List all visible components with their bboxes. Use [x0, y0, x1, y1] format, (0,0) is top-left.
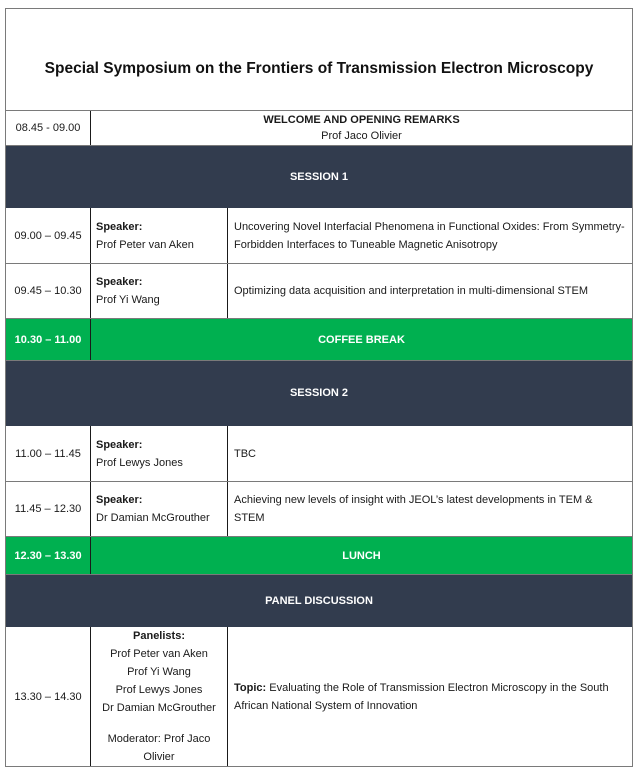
moderator: Moderator: Prof Jaco — [107, 733, 211, 745]
speaker-label: Speaker: — [96, 276, 143, 288]
time-cell: 11.00 – 11.45 — [6, 426, 91, 481]
talk-row — [6, 208, 632, 264]
speaker-cell — [91, 482, 228, 536]
lunch-row — [6, 537, 632, 575]
speaker-label: Speaker: — [96, 494, 143, 506]
coffee-break-row — [6, 319, 632, 361]
speaker-name: Prof Peter van Aken — [96, 238, 194, 251]
topic-cell — [228, 627, 632, 766]
panelist: Dr Damian McGrouther — [102, 702, 216, 714]
topic-label: Topic: — [234, 681, 267, 694]
panel-row — [6, 627, 632, 766]
welcome-host: Prof Jaco Olivier — [321, 130, 402, 142]
talk-row — [6, 482, 632, 537]
time-cell: 13.30 – 14.30 — [6, 627, 91, 766]
time-cell: 09.45 – 10.30 — [6, 264, 91, 318]
title-row — [6, 9, 632, 111]
topic-cell: Optimizing data acquisition and interpretation in multi-dimensional STEM — [234, 285, 589, 297]
page-title: Special Symposium on the Frontiers of Transmission Electron Microscopy — [44, 59, 594, 77]
break-label: LUNCH — [342, 549, 381, 562]
topic-cell: TBC — [234, 447, 256, 460]
welcome-row — [6, 111, 632, 146]
speaker-name: Prof Yi Wang — [96, 294, 160, 306]
speaker-name: Dr Damian McGrouther — [96, 512, 210, 524]
time-cell: 09.00 – 09.45 — [6, 208, 91, 263]
session-2-header: SESSION 2 — [6, 361, 632, 426]
time-cell: 12.30 – 13.30 — [6, 537, 91, 574]
panelists-label: Panelists: — [133, 630, 185, 642]
welcome-heading: WELCOME AND OPENING REMARKS — [263, 114, 460, 126]
speaker-cell — [91, 264, 228, 318]
topic-cell: Uncovering Novel Interfacial Phenomena in Functional Oxides: From Symmetry-Forbidden Interfaces to Tuneable Magnetic Anisotropy — [234, 220, 625, 251]
topic-text: Evaluating the Role of Transmission Electron Microscopy in the South African National System of Innovation — [234, 681, 609, 712]
panelist: Prof Peter van Aken — [110, 648, 208, 660]
panelists-cell — [91, 627, 228, 766]
time-cell: 10.30 – 11.00 — [6, 319, 91, 360]
speaker-cell — [91, 208, 228, 263]
time-cell: 11.45 – 12.30 — [6, 482, 91, 536]
session-1-header: SESSION 1 — [6, 146, 632, 208]
welcome-cell — [91, 111, 632, 145]
panelist: Prof Yi Wang — [127, 666, 191, 678]
talk-row — [6, 264, 632, 319]
break-label: COFFEE BREAK — [318, 333, 405, 346]
topic-cell: Achieving new levels of insight with JEOL’s latest developments in TEM & STEM — [234, 494, 593, 524]
moderator: Olivier — [143, 751, 175, 763]
speaker-label: Speaker: — [96, 220, 143, 233]
speaker-cell — [91, 426, 228, 481]
panel-discussion-header: PANEL DISCUSSION — [6, 575, 632, 627]
talk-row — [6, 426, 632, 482]
speaker-name: Prof Lewys Jones — [96, 456, 183, 469]
time-cell: 08.45 - 09.00 — [6, 111, 91, 145]
panelist: Prof Lewys Jones — [115, 684, 203, 696]
schedule-table — [5, 8, 633, 767]
speaker-label: Speaker: — [96, 438, 143, 451]
